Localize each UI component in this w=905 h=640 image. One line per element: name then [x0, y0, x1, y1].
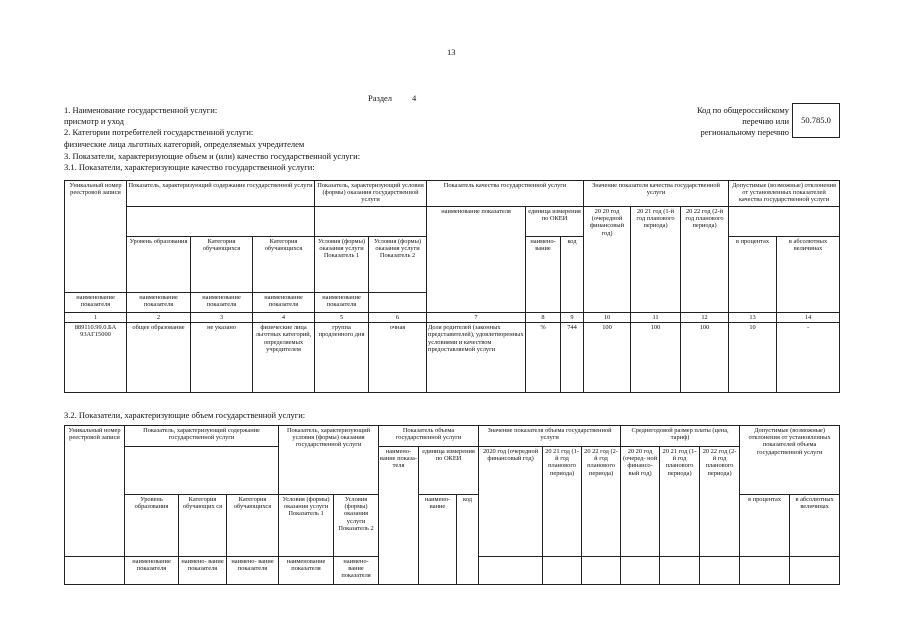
- hdr2-unit-name: наимено- вание: [419, 495, 457, 585]
- hdr2-deviation: Допустимые (возможные) отклонения от установленных показателей объема государственной услуги: [740, 426, 840, 495]
- hdr-deviation: Допустимые (возможные) отклонения от установленных показателей качества государственной услуги: [729, 181, 840, 207]
- row-quality-indicator: Доля родителей (законных представителей), удовлетворенных условиями и качеством предоставляемой услуги: [427, 323, 526, 393]
- indicators-heading: 3. Показатели, характеризующие объем и (или) качество государственной услуги:: [64, 151, 361, 161]
- section-label: Раздел: [368, 93, 393, 103]
- hdr-student-category-1: Категория обучающихся: [191, 237, 253, 293]
- row-value-2021: 100: [631, 323, 681, 393]
- row-student-category-1: не указано: [191, 323, 253, 393]
- quality-heading: 3.1. Показатели, характеризующие качество государственной услуги:: [64, 162, 315, 172]
- col-num-12: 12: [681, 313, 729, 323]
- col-num-4: 4: [253, 313, 315, 323]
- hdr2-volume-indicator: Показатель объема государственной услуги: [379, 426, 479, 447]
- row-unit-name: %: [526, 323, 561, 393]
- col-num-6: 6: [369, 313, 427, 323]
- hdr-indicator-name-4: наименование показателя: [253, 293, 315, 313]
- hdr-indicator-name-5: наименование показателя: [315, 293, 369, 313]
- hdr-condition-indicator: Показатель, характеризующий условия (формы) оказания государственной услуги: [315, 181, 427, 207]
- col-num-14: 14: [777, 313, 840, 323]
- hdr-year-2020: 20 20 год (очередной финансовый год): [584, 207, 631, 313]
- hdr2-indicator-name-2: наимено- вание показателя: [179, 557, 227, 585]
- col-num-13: 13: [729, 313, 777, 323]
- col-num-8: 8: [526, 313, 561, 323]
- col-num-1: 1: [65, 313, 127, 323]
- col-num-10: 10: [584, 313, 631, 323]
- hdr2-fee-2021: 20 21 год (1-й год планового периода): [660, 447, 700, 557]
- hdr2-volume-values: Значение показателя объема государственной услуги: [479, 426, 621, 447]
- col-num-3: 3: [191, 313, 253, 323]
- hdr-content-indicator: Показатель, характеризующий содержание государственной услуги: [127, 181, 315, 207]
- hdr-indicator-name-2: наименование показателя: [127, 293, 191, 313]
- consumer-category: физические лица льготных категорий, определяемых учредителем: [64, 139, 305, 149]
- row-education-level: общее образование: [127, 323, 191, 393]
- code-label-3: региональному перечню: [700, 127, 789, 137]
- hdr2-content-indicator: Показатель, характеризующий содержание государственной услуги: [125, 426, 279, 447]
- hdr2-deviation-percent: в процентах: [740, 495, 790, 557]
- code-box: 50.785.0: [792, 103, 840, 138]
- hdr-deviation-percent: в процентах: [729, 237, 777, 313]
- col-num-9: 9: [561, 313, 584, 323]
- hdr2-fee: Среднегодовой размер платы (цена, тариф): [621, 426, 740, 447]
- hdr-year-2021: 20 21 год (1-й год планового периода): [631, 207, 681, 313]
- hdr2-condition-indicator: Показатель, характеризующий условия (формы) оказания государственной услуги: [279, 426, 379, 495]
- hdr2-deviation-absolute: в абсолютных величинах: [790, 495, 840, 557]
- hdr2-condition-1: Условия (формы) оказания услуги Показатель 1: [279, 495, 334, 557]
- hdr-student-category-2: Категория обучающихся: [253, 237, 315, 293]
- hdr2-fee-2020: 20 20 год (очеред- ной финансо- вый год): [621, 447, 660, 557]
- hdr2-condition-2: Условия (формы) оказания услуги Показатель 2: [334, 495, 379, 557]
- hdr2-fee-2022: 20 22 год (2-й год планового периода): [700, 447, 740, 557]
- hdr2-registry-number: Уникальный номер реестровой записи: [65, 426, 125, 557]
- row-value-2022: 100: [681, 323, 729, 393]
- hdr-unit-name: наимено- вание: [526, 237, 561, 313]
- row-condition-1: группа продленного дня: [315, 323, 369, 393]
- section-number: 4: [412, 93, 417, 103]
- hdr-education-level: Уровень образования: [127, 237, 191, 293]
- col-num-7: 7: [427, 313, 526, 323]
- col-num-11: 11: [631, 313, 681, 323]
- quality-table: [64, 180, 840, 393]
- hdr2-indicator-name-4: наименование показателя: [279, 557, 334, 585]
- code-label-1: Код по общероссийскому: [696, 105, 789, 115]
- volume-heading: 3.2. Показатели, характеризующие объем государственной услуги:: [64, 410, 306, 420]
- hdr-quality-values: Значение показателя качества государственной услуги: [584, 181, 729, 207]
- hdr-year-2022: 20 22 год (2-й год планового периода): [681, 207, 729, 313]
- hdr2-unit-code: код: [457, 495, 479, 585]
- hdr-quality-indicator: Показатель качества государственной услуги: [427, 181, 584, 207]
- hdr2-indicator-name-5: наимено- вание показателя: [334, 557, 379, 585]
- hdr-registry-number: Уникальный номер реестровой записи: [65, 181, 127, 293]
- row-student-category-2: физические лица льготных категорий, определяемых учредителем: [253, 323, 315, 393]
- col-num-5: 5: [315, 313, 369, 323]
- code-label-2: перечню или: [742, 116, 789, 126]
- row-deviation-percent: 10: [729, 323, 777, 393]
- hdr-condition-1: Условия (формы) оказания услуги Показатель 1: [315, 237, 369, 293]
- hdr-condition-2: Условия (формы) оказания услуги Показатель 2: [369, 237, 427, 293]
- hdr2-year-2022: 20 22 год (2-й год планового периода): [582, 447, 621, 557]
- row-deviation-absolute: -: [777, 323, 840, 393]
- hdr2-year-2021: 20 21 год (1-й год планового периода): [543, 447, 582, 557]
- consumer-category-label: 2. Категории потребителей государственной услуги:: [64, 127, 254, 137]
- row-value-2020: 100: [584, 323, 631, 393]
- hdr2-volume-name: наимено- вание показа- теля: [379, 447, 419, 585]
- service-name: присмотр и уход: [64, 116, 125, 126]
- hdr2-unit: единица измерения по ОКЕИ: [419, 447, 479, 495]
- page-number: 13: [447, 47, 456, 57]
- hdr-indicator-name-3: наименование показателя: [191, 293, 253, 313]
- hdr2-indicator-name-3: наимено- вание показателя: [227, 557, 279, 585]
- hdr2-year-2020: 2020 год (очередной финансовый год): [479, 447, 543, 557]
- hdr-indicator-name-1: наименование показателя: [65, 293, 127, 313]
- row-registry-number: 889110.99.0.БА 93АГ15000: [65, 323, 127, 393]
- hdr-deviation-absolute: в абсолютных величинах: [777, 237, 840, 313]
- hdr-unit-code: код: [561, 237, 584, 313]
- hdr-indicator-name: наименование показателя: [427, 207, 526, 313]
- hdr-unit: единица измерения по ОКЕИ: [526, 207, 584, 237]
- volume-table: [64, 425, 840, 585]
- hdr2-student-category-1: Категория обучающих ся: [179, 495, 227, 557]
- col-num-2: 2: [127, 313, 191, 323]
- hdr2-indicator-name-1: наименование показателя: [125, 557, 179, 585]
- hdr2-student-category-2: Категория обучающихся: [227, 495, 279, 557]
- service-name-label: 1. Наименование государственной услуги:: [64, 105, 218, 115]
- hdr2-education-level: Уровень образования: [125, 495, 179, 557]
- row-condition-2: очная: [369, 323, 427, 393]
- row-unit-code: 744: [561, 323, 584, 393]
